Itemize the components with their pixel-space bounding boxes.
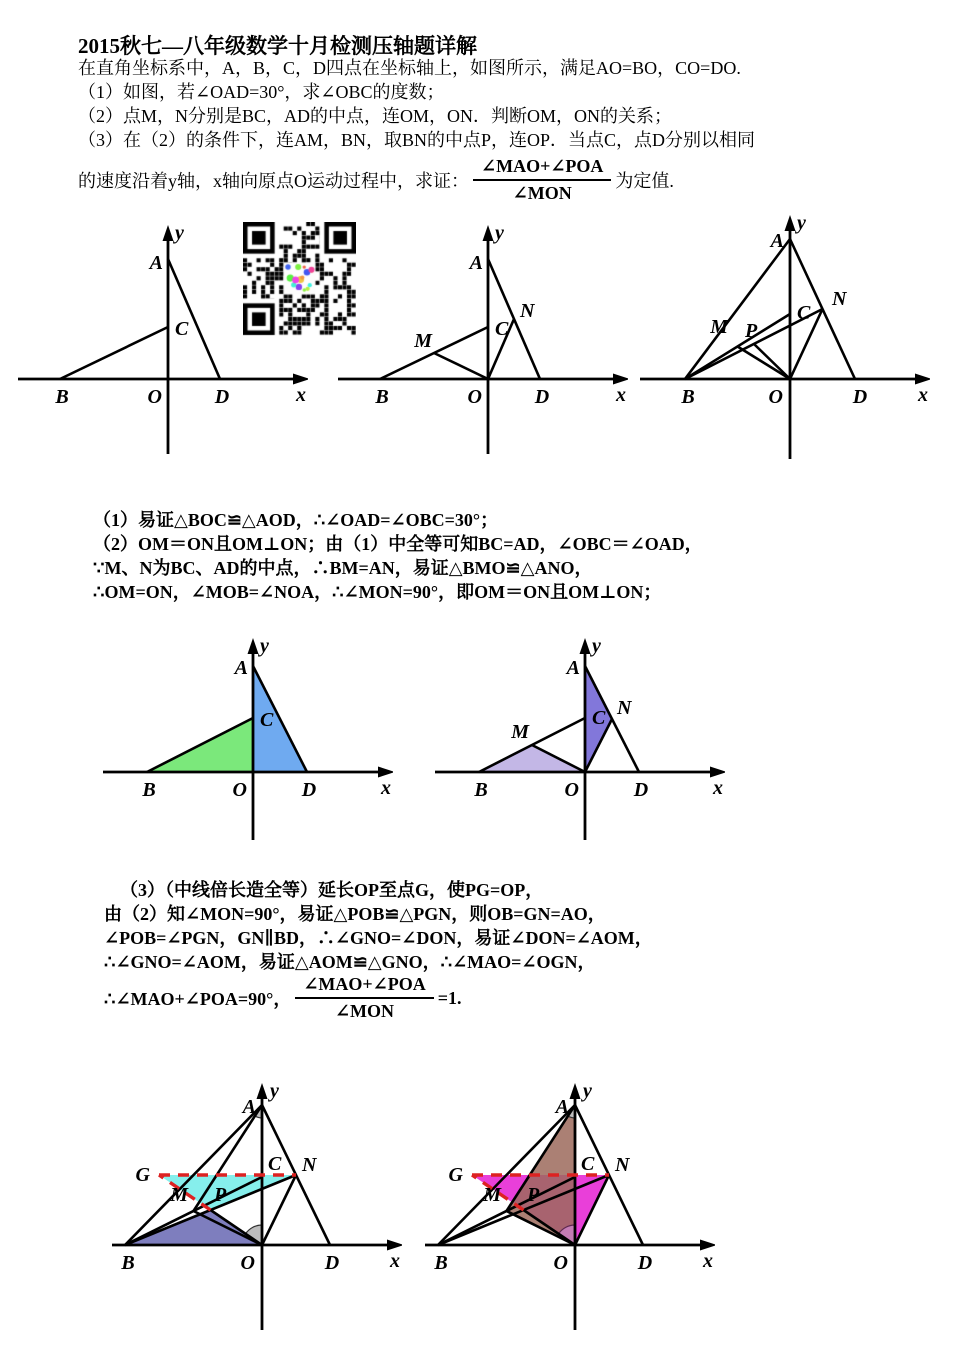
point-label-c: C (592, 707, 606, 729)
point-label-d: D (534, 386, 550, 408)
page-title: 2015秋七—八年级数学十月检测压轴题详解 (78, 34, 477, 58)
problem-intro: 在直角坐标系中，A，B，C，D四点在坐标轴上，如图所示，满足AO=BO，CO=DO. (78, 58, 741, 78)
y-axis-arrow (483, 225, 494, 241)
point-label-a: A (770, 230, 784, 252)
point-label-b: B (474, 779, 488, 801)
solution3-conclusion-line (104, 974, 461, 1022)
point-label-m: M (170, 1184, 188, 1206)
point-label-o: O (768, 386, 783, 408)
diagram-5-lines (479, 666, 639, 772)
point-label-b: B (681, 386, 695, 408)
x-axis-label: x (381, 777, 391, 799)
diagram-1-lines (60, 259, 220, 379)
point-label-n: N (302, 1154, 317, 1176)
point-label-a: A (234, 657, 248, 679)
solution3-line2: 由（2）知∠MON=90°，易证△POB≌△PGN，则OB=GN=AO， (104, 904, 606, 924)
diagram-2-midpoints-figure (328, 219, 628, 469)
diagram-3-full-construction (630, 207, 930, 469)
point-label-c: C (581, 1153, 595, 1175)
y-axis-arrow (570, 1083, 581, 1099)
solution-part-1-2 (93, 508, 703, 604)
point-label-d: D (324, 1252, 340, 1274)
x-axis-label: x (390, 1250, 400, 1272)
point-label-c: C (175, 318, 189, 340)
point-label-n: N (617, 697, 632, 719)
solution-part-3 (104, 878, 653, 974)
point-label-c: C (260, 709, 274, 731)
x-axis-label: x (918, 384, 928, 406)
diagram-3-lines (685, 239, 855, 379)
point-label-o: O (553, 1252, 568, 1274)
point-label-n: N (615, 1154, 630, 1176)
y-axis-label: y (583, 1080, 592, 1102)
y-axis-label: y (270, 1080, 279, 1102)
solution3-fraction (295, 974, 433, 1022)
point-label-d: D (214, 386, 230, 408)
x-axis-arrow (387, 1240, 402, 1251)
problem-part3a: （3）在（2）的条件下，连AM，BN，取BN的中点P，连OP．当点C，点D分别以相同 (78, 130, 756, 150)
solution3-line4: ∴∠GNO=∠AOM，易证△AOM≌△GNO，∴∠MAO=∠OGN， (104, 952, 596, 972)
diagram-5-axes (435, 638, 725, 840)
diagram-4-colored-boc-aod (93, 630, 393, 865)
point-label-o: O (564, 779, 579, 801)
point-label-o: O (240, 1252, 255, 1274)
x-axis-label: x (296, 384, 306, 406)
fraction-denominator: ∠MON (512, 183, 572, 203)
problem-part3c: 为定值. (615, 171, 674, 191)
x-axis-arrow (915, 374, 930, 385)
solution3-line3: ∠POB=∠PGN，GN∥BD，∴∠GNO=∠DON，易证∠DON=∠AOM， (104, 928, 653, 948)
diagram-6-axes (112, 1083, 402, 1330)
point-label-g: G (135, 1164, 150, 1186)
x-axis-label: x (616, 384, 626, 406)
diagram-4-labels (141, 635, 391, 801)
problem-part2: （2）点M，N分别是BC，AD的中点，连OM，ON．判断OM，ON的关系； (78, 106, 673, 126)
diagram-2-axes (338, 225, 628, 454)
point-label-a: A (566, 657, 580, 679)
point-label-c: C (797, 302, 811, 324)
y-axis-label: y (592, 635, 601, 657)
solution12-line3: ∵M、N为BC、AD的中点，∴BM=AN，易证△BMO≌△ANO， (93, 558, 593, 578)
triangle-bmo-lavender-fill (479, 745, 585, 772)
fraction-denominator: ∠MON (334, 1001, 395, 1021)
fraction-numerator: ∠MAO+∠POA (473, 156, 611, 181)
point-label-a: A (149, 252, 163, 274)
point-label-g: G (448, 1164, 463, 1186)
x-axis-arrow (613, 374, 628, 385)
x-axis-label: x (703, 1250, 713, 1272)
point-label-b: B (434, 1252, 448, 1274)
point-label-m: M (483, 1184, 501, 1206)
diagram-3-axes (640, 215, 930, 459)
problem-part3-formula-line (78, 156, 674, 204)
point-label-c: C (495, 318, 509, 340)
x-axis-arrow (293, 374, 308, 385)
solution12-line2: （2）OM＝ON且OM⊥ON；由（1）中全等可知BC=AD，∠OBC＝∠OAD， (93, 534, 703, 554)
y-axis-arrow (248, 638, 259, 654)
triangle-pob-slate-fill (125, 1210, 262, 1245)
point-label-b: B (375, 386, 389, 408)
point-label-n: N (832, 288, 847, 310)
point-label-d: D (301, 779, 317, 801)
point-label-o: O (232, 779, 247, 801)
x-axis-label: x (713, 777, 723, 799)
point-label-b: B (55, 386, 69, 408)
solution12-line4: ∴OM=ON，∠MOB=∠NOA，∴∠MON=90°，即OM＝ON且OM⊥ON； (93, 582, 662, 602)
solution3-line5-suffix: =1. (437, 987, 462, 1008)
point-label-o: O (467, 386, 482, 408)
diagram-6-extension-construction (102, 1075, 402, 1338)
point-label-d: D (637, 1252, 653, 1274)
point-label-a: A (555, 1096, 569, 1118)
point-label-p: P (527, 1184, 540, 1206)
point-label-d: D (633, 779, 649, 801)
problem-statement (78, 56, 928, 152)
point-label-a: A (242, 1096, 256, 1118)
point-label-p: P (214, 1184, 227, 1206)
fraction-numerator: ∠MAO+∠POA (295, 974, 433, 999)
point-label-p: P (745, 320, 758, 342)
y-axis-arrow (785, 215, 796, 231)
point-label-b: B (142, 779, 156, 801)
y-axis-arrow (580, 638, 591, 654)
point-label-a: A (469, 252, 483, 274)
x-axis-arrow (378, 767, 393, 778)
diagram-2-lines (380, 259, 540, 379)
diagram-5-labels (473, 635, 723, 801)
point-label-n: N (520, 300, 535, 322)
point-label-b: B (121, 1252, 135, 1274)
y-axis-label: y (260, 635, 269, 657)
point-label-m: M (414, 330, 432, 352)
point-label-m: M (511, 721, 529, 743)
diagram-5-colored-bmo-ano (425, 630, 725, 865)
problem-fraction (473, 156, 611, 204)
y-axis-label: y (495, 222, 504, 244)
y-axis-arrow (163, 225, 174, 241)
y-axis-label: y (175, 222, 184, 244)
x-axis-arrow (710, 767, 725, 778)
solution12-line1: （1）易证△BOC≌△AOD，∴∠OAD=∠OBC=30°； (93, 510, 499, 530)
y-axis-label: y (797, 212, 806, 234)
x-axis-arrow (700, 1240, 715, 1251)
point-label-c: C (268, 1153, 282, 1175)
problem-part3b: 的速度沿着y轴，x轴向原点O运动过程中，求证： (78, 171, 469, 191)
point-label-m: M (710, 316, 728, 338)
solution3-line1: （3）（中线倍长造全等）延长OP至点G，使PG=OP， (120, 880, 544, 900)
point-label-o: O (147, 386, 162, 408)
y-axis-arrow (257, 1083, 268, 1099)
solution3-line5-prefix: ∴∠MAO+∠POA=90°， (104, 989, 292, 1009)
problem-part1: （1）如图，若∠OAD=30°，求∠OBC的度数； (78, 82, 445, 102)
point-label-d: D (852, 386, 868, 408)
diagram-7-congruent-aom-gno (415, 1075, 715, 1338)
